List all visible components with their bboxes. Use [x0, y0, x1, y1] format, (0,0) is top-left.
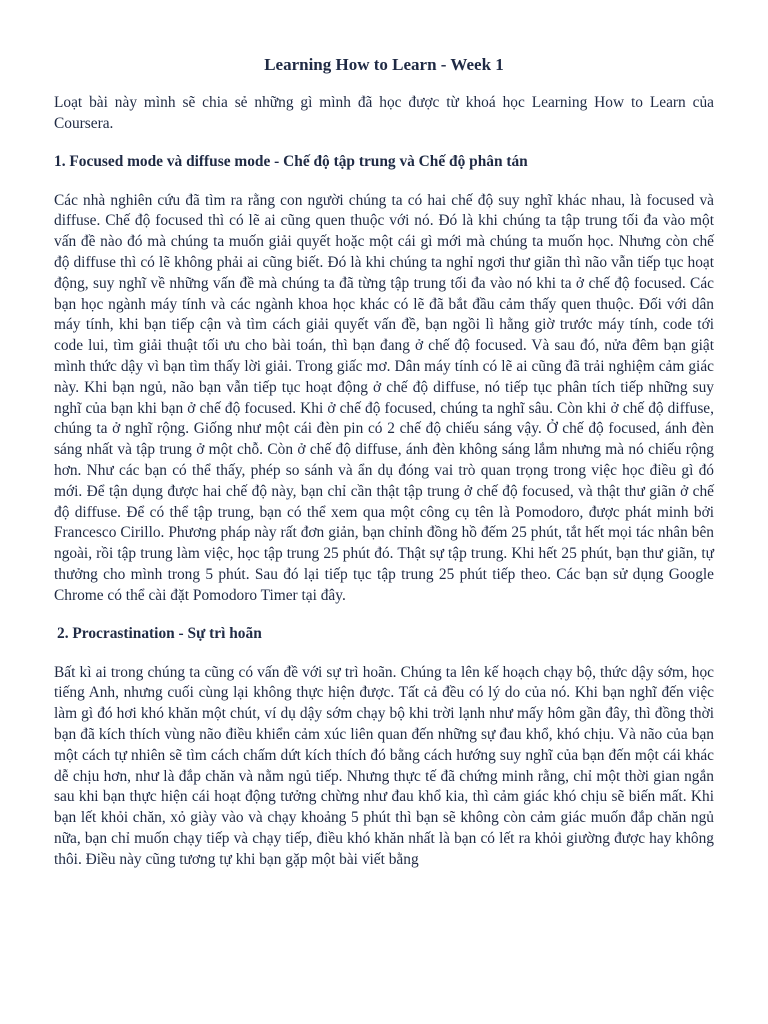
section-2-body: Bất kì ai trong chúng ta cũng có vấn đề với sự trì hoãn. Chúng ta lên kế hoạch chạy bộ, thức dậy sớm, học tiếng Anh, nhưng cuối cùng lại không thực hiện được. Tất cả đều có lý do của nó. Khi bạn nghĩ đến việc làm gì đó hơi khó khăn một chút, ví dụ dậy sớm chạy bộ khi trời lạnh như mấy hôm gần đây, thì đồng thời bạn đã kích thích vùng não điều khiển cảm xúc liên quan đến những sự đau khổ, khó chịu. Và não của bạn một cách tự nhiên sẽ tìm cách chấm dứt kích thích đó bằng cách hướng suy nghĩ của bạn đến một cái khác dễ chịu hơn, như là đắp chăn và nằm ngủ tiếp. Nhưng thực tế đã chứng minh rằng, chỉ một thời gian ngắn sau khi bạn thực hiện cái hoạt động tưởng chừng như đau khổ kia, thì cảm giác khó chịu sẽ biến mất. Khi bạn lết khỏi chăn, xỏ giày vào và chạy khoảng 5 phút thì bạn sẽ không còn cảm giác muốn đắp chăn ngủ nữa, bạn chỉ muốn chạy tiếp và chạy tiếp, điều khó khăn nhất là bạn có lết ra khỏi giường được hay không thôi. Điều này cũng tương tự khi bạn gặp một bài viết bằng	[54, 663, 714, 868]
section-1-body: Các nhà nghiên cứu đã tìm ra rằng con người chúng ta có hai chế độ suy nghĩ khác nhau, là focused và diffuse. Chế độ focused thì có lẽ ai cũng quen thuộc với nó. Đó là khi chúng ta tập trung tối đa vào một vấn đề nào đó mà chúng ta muốn giải quyết hoặc một cái gì mới mà chúng ta muốn học. Nhưng còn chế độ diffuse thì có lẽ không phải ai cũng biết. Đó là khi chúng ta nghỉ ngơi thư giãn thì não vẫn tiếp tục hoạt động, suy nghĩ về những vấn đề mà chúng ta đã từng tập trung tối đa vào nó khi ta ở chế độ focused. Các bạn học ngành máy tính và các ngành khoa học khác có lẽ đã bắt đầu cảm thấy quen thuộc. Đối với dân máy tính, khi bạn tiếp cận và tìm cách giải quyết vấn đề, bạn ngồi lì hằng giờ trước máy tính, code tới code lui, tìm giải thuật tối ưu cho bài toán, thì bạn đang ở chế độ focused. Và sau đó, nửa đêm bạn giật mình thức dậy vì bạn tìm thấy lời giải. Trong giấc mơ. Dân máy tính có lẽ ai cũng đã trải nghiệm cảm giác này. Khi bạn ngủ, não bạn vẫn tiếp tục hoạt động ở chế độ diffuse, nó tiếp tục phân tích tiếp những suy nghĩ của bạn khi bạn ở chế độ focused. Khi ở chế độ focused, chúng ta nghĩ sâu. Còn khi ở chế độ diffuse, chúng ta ở nghĩ rộng. Giống như một cái đèn pin có 2 chế độ chiếu sáng vậy. Ở chế độ focused, ánh đèn sáng nhất và tập trung ở một chỗ. Còn ở chế độ diffuse, ánh đèn không sáng lắm nhưng mà nó chiếu rộng hơn. Như các bạn có thể thấy, phép so sánh và ẩn dụ đóng vai trò quan trọng trong việc học điều gì đó mới. Để tận dụng được hai chế độ này, bạn chỉ cần thật tập trung ở chế độ focused, và thật thư giãn ở chế độ diffuse. Để có thể tập trung, bạn có thể xem qua một công cụ tên là Pomodoro, được phát minh bởi Francesco Cirillo. Phương pháp này rất đơn giản, bạn chỉnh đồng hồ đếm 25 phút, tắt hết mọi tác nhân bên ngoài, rồi tập trung làm việc, học tập trung 25 phút đó. Thật sự tập trung. Khi hết 25 phút, bạn thư giãn, tự thưởng cho mình trong 5 phút. Sau đó lại tiếp tục tập trung 25 phút tiếp theo. Các bạn sử dụng Google Chrome có thể cài đặt Pomodoro Timer tại đây.	[54, 191, 714, 604]
section-2-heading: 2. Procrastination - Sự trì hoãn	[57, 624, 262, 642]
intro-paragraph: Loạt bài này mình sẽ chia sẻ những gì mình đã học được từ khoá học Learning How to Learn của Coursera.	[54, 94, 714, 132]
document-title: Learning How to Learn - Week 1	[264, 55, 504, 74]
section-1-heading: 1. Focused mode và diffuse mode - Chế độ tập trung và Chế độ phân tán	[54, 152, 528, 170]
